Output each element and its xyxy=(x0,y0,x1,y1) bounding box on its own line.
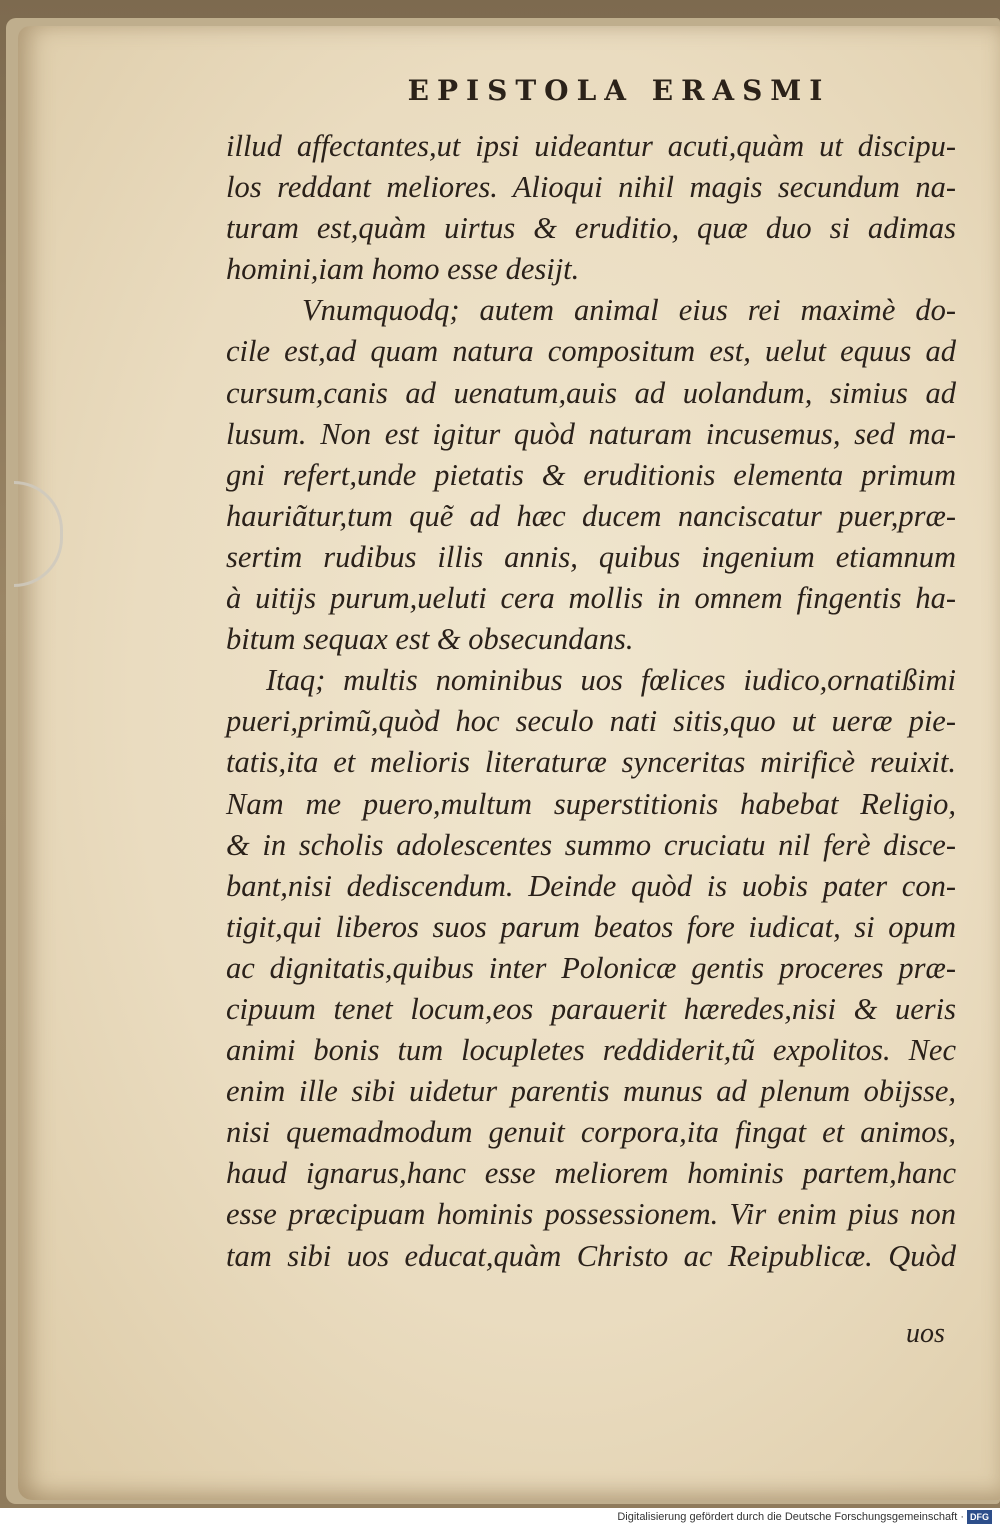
text-line: cipuum tenet locum,eos parauerit hæredes,nisi & ueris xyxy=(226,991,956,1026)
text-line: sertim rudibus illis annis, quibus ingenium etiamnum xyxy=(226,539,956,574)
text-line: los reddant meliores. Alioqui nihil magis secundum na- xyxy=(226,170,956,205)
text-line: tigit,qui liberos suos parum beatos fore iudicat, si opum xyxy=(226,909,956,944)
text-line: bant,nisi dediscendum. Deinde quòd is uobis pater con- xyxy=(226,868,956,903)
clip-mark xyxy=(14,481,63,587)
text-line: à uitijs purum,ueluti cera mollis in omnem fingentis ha- xyxy=(226,581,956,616)
running-head xyxy=(18,74,1000,107)
body-text xyxy=(226,126,956,1277)
text-line: esse præcipuam hominis possessionem. Vir enim pius non xyxy=(226,1197,956,1232)
running-head-text: EPISTOLA ERASMI xyxy=(407,74,831,107)
book-page xyxy=(18,26,1000,1500)
text-line: homini,iam homo esse desijt. xyxy=(226,252,580,287)
text-line: nisi quemadmodum genuit corpora,ita fingat et animos, xyxy=(226,1115,956,1150)
text-line: haud ignarus,hanc esse meliorem hominis partem,hanc xyxy=(226,1156,956,1191)
text-line: cursum,canis ad uenatum,auis ad uolandum, simius ad xyxy=(226,375,956,410)
text-line: tam sibi uos educat,quàm Christo ac Reipublicæ. Quòd xyxy=(226,1238,956,1273)
text-line: pueri,primũ,quòd hoc seculo nati sitis,quo ut ueræ pie- xyxy=(226,704,956,739)
text-line: bitum sequax est & obsecundans. xyxy=(226,622,634,657)
text-line: & in scholis adolescentes summo cruciatu nil ferè disce- xyxy=(226,827,956,862)
text-line: lusum. Non est igitur quòd naturam incusemus, sed ma- xyxy=(226,416,956,451)
text-line: Nam me puero,multum superstitionis habebat Religio, xyxy=(226,786,956,821)
text-line: Itaq; multis nominibus uos fœlices iudico,ornatißimi xyxy=(266,663,956,698)
text-line: turam est,quàm uirtus & eruditio, quæ duo si adimas xyxy=(226,211,956,246)
text-line: enim ille sibi uidetur parentis munus ad plenum obijsse, xyxy=(226,1074,956,1109)
text-line: animi bonis tum locupletes reddiderit,tũ expolitos. Nec xyxy=(226,1033,956,1068)
text-line: tatis,ita et melioris literaturæ synceritas mirificè reuixit. xyxy=(226,745,956,780)
text-line: ac dignitatis,quibus inter Polonicæ gentis proceres præ- xyxy=(226,950,956,985)
footer-credit: Digitalisierung gefördert durch die Deutsche Forschungsgemeinschaft · xyxy=(617,1511,964,1523)
text-line: cile est,ad quam natura compositum est, uelut equus ad xyxy=(226,334,956,369)
catchword: uos xyxy=(906,1318,945,1349)
text-line: illud affectantes,ut ipsi uideantur acuti,quàm ut discipu- xyxy=(226,129,956,163)
text-line: Vnumquodq; autem animal eius rei maximè do- xyxy=(302,293,956,328)
text-line: gni refert,unde pietatis & eruditionis elementa primum xyxy=(226,457,956,492)
text-line: hauriãtur,tum quẽ ad hæc ducem nanciscatur puer,præ- xyxy=(226,498,956,533)
dfg-logo-icon: DFG xyxy=(967,1510,992,1524)
